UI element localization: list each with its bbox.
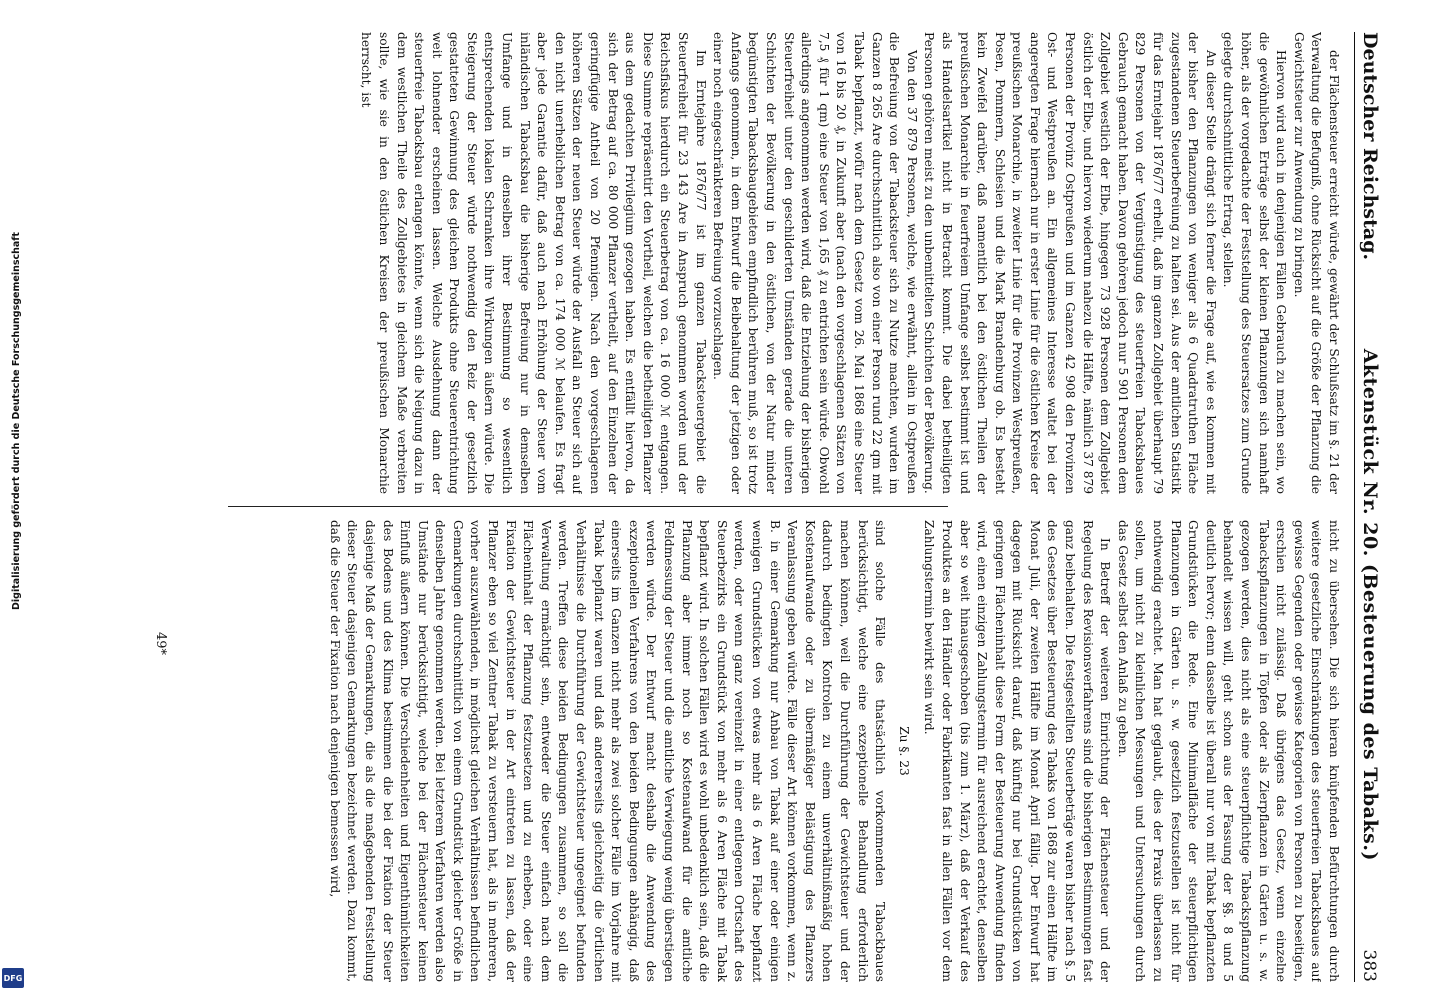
document-page [102, 32, 1398, 982]
page-number: 383 [1359, 949, 1379, 982]
paragraph: Von den 37 879 Personen, welche, wie erwähnt, allein in Ostpreußen die Befreiung von der Tabacksteuer sich zu Nutze machten, wurden im Ganzen 8 265 Are durchschnittlich also von einer Person rund 22 qm mit Tabak bepflanzt, wofür nach dem Gesetz vom 26. Mai 1868 eine Steuer von 16 bis 20 ₰, in Zukunft aber (nach den vorgeschlagenen Sätzen von 7,5 ₰ für 1 qm) eine Steuer von 1,65 ₰ zu entrichten sein würde. Obwohl allerdings angenommen werden wird, daß die Entziehung der bisherigen Steuerfreiheit unter den geschilderten Umständen gerade die unteren Schichten der Bevölkerung in den östlichen, von der Natur minder begünstigten Tabacksbaugebieten empfindlich berühren muß, so ist trotz Anfangs genommen, in dem Entwurf die Beibehaltung der jetzigen oder einer noch eingeschränkteren Befreiung vorzuschlagen. [711, 32, 919, 494]
left-column [192, 32, 1342, 494]
paragraph: In Betreff der weiteren Einrichtung der Flächensteuer und der Regelung des Revisionsverfahrens sind die bisherigen Bestimmungen fast ganz beibehalten. Die festgestellten Steuerbeträge waren bisher nach §. 5 des Gesetzes über Besteuerung des Tabaks von 1868 zur einen Hälfte im Monat Juli, der zweiten Hälfte im Monat April fällig. Der Entwurf hat dagegen mit Rücksicht darauf, daß künftig nur bei Grundstücken von geringem Flächeninhalt diese Form der Besteuerung Anwendung finden wird, einen einzigen Zahlungstermin für ausreichend erachtet, denselben aber so weit hinausgeschoben (bis zum 1. März), daß der Verkauf des Produktes an den Händler oder Fabrikanten fast in allen Fällen vor dem Zahlungstermin bewirkt sein wird. [922, 520, 1113, 982]
header-document-number: Aktenstück Nr. 20. (Besteuerung des Tabaks.) [1359, 348, 1381, 861]
right-column [192, 520, 1342, 982]
paragraph: nicht zu übersehen. Die sich hieran knüpfenden Befürchtungen durch weitere gesetzliche Einschränkungen des steuerfreien Tabacksbaues auf gewisse Gegenden oder gewisse Kategorien von Personen zu beseitigen, erschien nicht zulässig. Daß übrigens das Gesetz, wenn einzelne Tabackspflanzungen in Töpfen oder als Zierpflanzen in Gärten u. s. w. gezogen werden, dies nicht als eine steuerpflichtige Tabackspflanzung behandelt wissen will, geht schon aus der Fassung der §§. 8 und 5 deutlich hervor; denn dasselbe ist überall nur von mit Tabak bepflanzten Grundstücken die Rede. Eine Minimalfläche der steuerpflichtigen Pflanzungen in Gärten u. s. w. gesetzlich festzustellen ist nicht für nothwendig erachtet. Man hat geglaubt, dies der Praxis überlassen zu sollen, um nicht zu kleinlichen Messungen und Untersuchungen durch das Gesetz selbst den Anlaß zu geben. [1115, 520, 1341, 982]
column-divider [228, 506, 948, 507]
section-heading: Zu §. 23 [896, 726, 911, 776]
dfg-logo-icon: DFG [2, 968, 24, 988]
printer-signature: 49* [153, 632, 168, 656]
page-header [1354, 32, 1398, 982]
paragraph: An dieser Stelle drängt sich ferner die Frage auf, wie es kommen mit der bisher den Pflanzungen von weniger als 6 Quadratruthen Fläche zugestandenen Steuerbefreiung zu halten sei. Aus der amtlichen Statistik für das Erntejahr 1876/77 erhellt, daß im ganzen Zollgebiet überhaupt 79 829 Personen von der Vergünstigung des steuerfreien Tabacksbaues Gebrauch gemacht haben. Davon gehören jedoch nur 5 901 Personen dem Zollgebiet westlich der Elbe, hingegen 73 928 Personen dem Zollgebiet östlich der Elbe, und hiervon wiederum nahezu die Hälfte, nämlich 37 879 Personen der Provinz Ostpreußen und im Ganzen 42 908 den Provinzen Ost- und Westpreußen an. Ein allgemeines Interesse waltet bei der angeregten Frage hiernach nur in erster Linie für die östlichen Kreise der preußischen Monarchie, in zweiter Linie für die Provinzen Westpreußen, Posen, Pommern, Schlesien und die Mark Brandenburg ob. Es besteht kein Zweifel darüber, daß namentlich bei den östlichen Theilen der preußischen Monarchie in feuerfreiem Umfange selbst bestimmt ist und als Handelsartikel nicht in Betracht kommt. Die dabei betheiligten Personen gehören meist zu den unbemittelten Schichten der Bevölkerung. [922, 32, 1218, 494]
header-title: Deutscher Reichstag. [1359, 32, 1381, 261]
text-columns [192, 32, 1342, 982]
digitization-note: Digitalisierung gefördert durch die Deutsche Forschungsgemeinschaft [11, 232, 22, 610]
paragraph: der Flächensteuer erreicht würde, gewährt der Schlußsatz im §. 21 der Verwaltung die Befugniß, ohne Rücksicht auf die Größe der Pflanzung die Gewichtsteuer zur Anwendung zu bringen. [1291, 32, 1341, 494]
paragraph: sind solche Fälle des thatsächlich vorkommenden Tabackbaues berücksichtigt, welche eine exzeptionelle Behandlung erforderlich machen können, weil die Durchführung der Gewichtsteuer und der dadurch bedingten Kontrolen zu einem unverhältnißmäßig hohen Kostenaufwande oder zu übermäßiger Belästigung des Pflanzers Veranlassung geben würde. Fälle dieser Art können vorkommen, wenn z. B. in einer Gemarkung nur Anbau von Tabak auf einer oder einigen wenigen Grundstücken von etwas mehr als 6 Aren Fläche bepflanzt werden, oder wenn ganz vereinzelt in einer entlegenen Ortschaft des Steuerbezirks ein Grundstück von mehr als 6 Aren Fläche mit Tabak bepflanzt wird. In solchen Fällen wird es wohl unbedenklich sein, daß die Pflanzung aber immer noch so Kostenaufwand für die amtliche Feldmessung der Steuer und die amtliche Verwiegung wenig überstiegen werden würde. Der Entwurf macht deshalb die Anwendung des exzeptionellen Verfahrens von den beiden Bedingungen abhängig, daß einerseits im Ganzen nicht mehr als zwei solcher Fälle im Vorjahre mit Tabak bepflanzt waren und daß andererseits gleichzeitig die örtlichen Verhältnisse die Durchführung der Gewichtsteuer ungeeignet befunden werden. Treffen diese beiden Bedingungen zusammen, so soll die Verwaltung ermächtigt sein, entweder die Steuer einfach nach dem Flächeninhalt der Pflanzung festzusetzen und zu erheben, oder eine Fixation der Gewichtsteuer in der Art eintreten zu lassen, daß der Pflanzer eben so viel Zentner Tabak zu versteuern hat, als in mehreren, vorher auszuwählenden, in möglichst gleichen Verhältnissen befindlichen Gemarkungen durchschnittlich von einem Grundstück gleicher Größe in denselben Jahre genommen werden. Bei letzterem Verfahren werden also Umstände nur berücksichtigt, welche bei der Flächensteuer keinen Einfluß äußern können. Die Verschiedenheiten und Eigenthümlichkeiten des Bodens und des Klima bestimmen die bei der Fixation der Steuer dasjenige Maß der Gemarkungen, die als die maßgebenden Feststellung dieser Steuer dasjenigen Gemarkungen bezeichnet werden. Dazu kommt, daß die Steuer der Fixation nach denjenigen bemessen wird, [327, 520, 888, 982]
paragraph: Hiervon wird auch in denjenigen Fällen Gebrauch zu machen sein, wo die gewöhnlichen Erträge selbst der kleinen Pflanzungen sich namhaft höher, als der vorgedachte der Feststellung des Steuersatzes zum Grunde gelegte durchschnittliche Ertrag, stellen. [1221, 32, 1289, 494]
paragraph: Im Erntejahre 1876/77 ist im ganzen Tabacksteuergebiet die Steuerfreiheit für 23 143 Are in Anspruch genommen worden und der Reichsfiskus hierdurch ein Steuerbetrag von ca. 16 000 ℳ entgangen. Diese Summe repräsentirt den Vortheil, welchen die betheiligten Pflanzer aus dem gedachten Privilegium gezogen haben. Es entfällt hiervon, da sich der Betrag auf ca. 80 000 Pflanzer vertheilt, auf den Einzelnen der geringfügige Antheil von 20 Pfennigen. Nach den vorgeschlagenen höheren Sätzen der neuen Steuer würde der Ausfall an Steuer sich auf den nicht unerheblichen Betrag von ca. 174 000 ℳ belaufen. Es fragt aber jede Garantie dafür, daß auch nach Erhöhung der Steuer vom inländischen Tabacksbau die bisherige Befreiung nur in demselben Umfange und in denselben ihrer Bestimmung so wesentlich entsprechenden lokalen Schranken ihre Wirkungen äußern würde. Die Steigerung der Steuer würde nothwendig den Reiz der gesetzlich gestatteten Gewinnung des gleichen Produkts ohne Steuerentrichtung weit lohnender erscheinen lassen. Welche Ausdehnung dann der steuerfreie Tabacksbau erlangen könnte, wenn sich die Neigung dazu in dem westlichen Theile des Zollgebietes in gleichem Maße verbreiten sollte, wie sie in den östlichen Kreisen der preußischen Monarchie herrscht, ist [359, 32, 708, 494]
